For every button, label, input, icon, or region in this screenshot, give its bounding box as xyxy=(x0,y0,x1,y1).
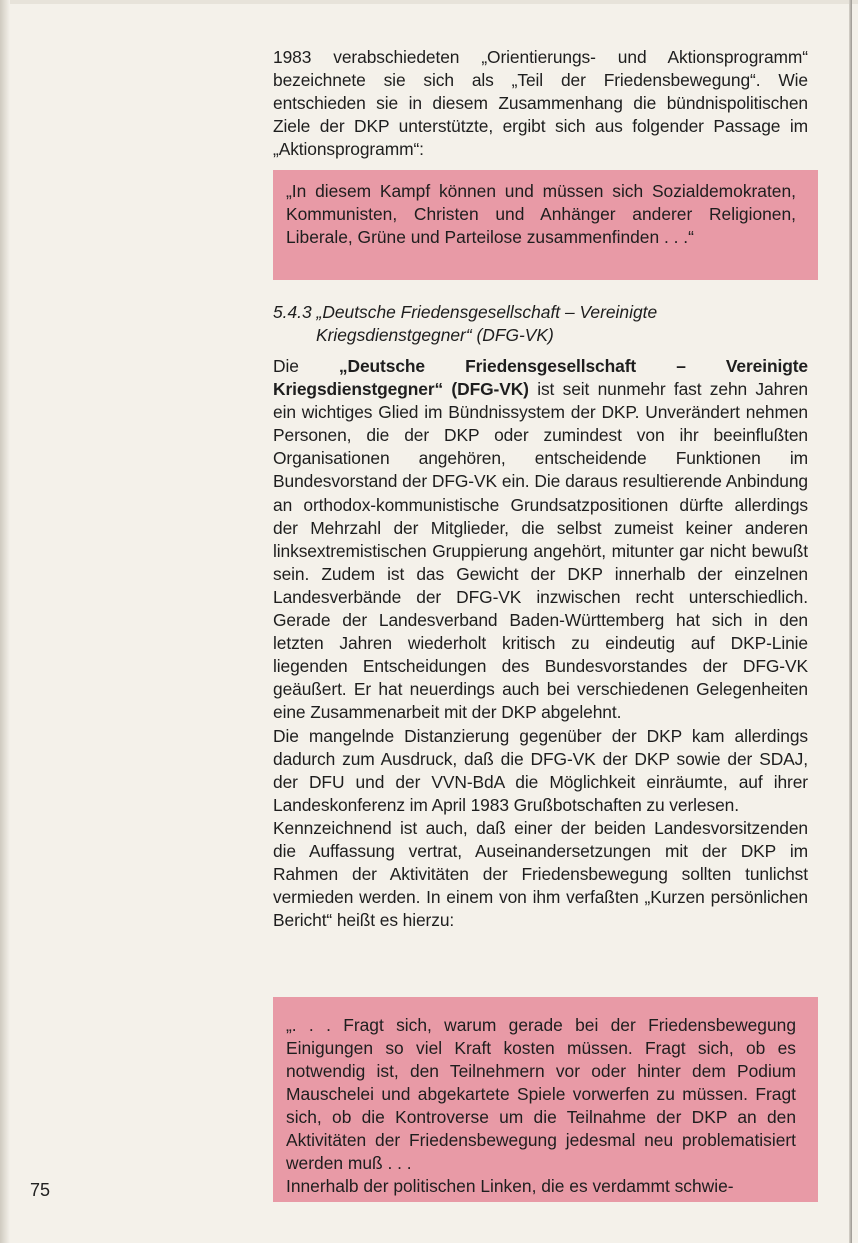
quote-1-text: „In diesem Kampf können und müssen sich Sozialdemokraten, Kommunisten, Christen und Anhänger anderer Religionen, Liberale, Grüne und Parteilose zusammenfinden . . .“ xyxy=(286,181,796,247)
paragraph-2: Die mangelnde Distanzierung gegenüber der DKP kam allerdings dadurch zum Ausdruck, daß die DFG-VK der DKP sowie der SDAJ, der DFU und der VVN-BdA die Möglichkeit einräumte, auf ihrer Landeskonferenz im April 1983 Grußbotschaften zu verlesen. xyxy=(273,725,808,815)
paragraph-1-rest: ist seit nunmehr fast zehn Jahren ein wichtiges Glied im Bündnissystem der DKP. Unverändert nehmen Personen, die der DKP oder zumindest von ihr beeinflußten Organisationen angehören, entscheidende Funktionen im Bundesvorstand der DFG-VK ein. Die daraus resultierende Anbindung an orthodox-kommunistische Grundsatzpositionen dürfte allerdings der Mehrzahl der Mitglieder, die selbst zumeist keiner anderen linksextremistischen Gruppierung angehört, mitunter gar nicht bewußt sein. Zudem ist das Gewicht der DKP innerhalb der einzelnen Landesverbände der DFG-VK inzwischen recht unterschiedlich. Gerade der Landesverband Baden-Württemberg hat sich in den letzten Jahren wiederholt kritisch zu eindeutig auf DKP-Linie liegenden Entscheidungen des Bundesvorstandes der DFG-VK geäußert. Er hat neuerdings auch bei verschiedenen Gelegenheiten eine Zusammenarbeit mit der DKP abgelehnt. xyxy=(273,379,808,723)
section-title-line1: „Deutsche Friedensgesellschaft – Vereinigte xyxy=(316,302,658,322)
quote-2-body: „. . . Fragt sich, warum gerade bei der Friedensbewegung Einigungen so viel Kraft kosten müssen. Fragt sich, ob es notwendig ist, den Teilnehmern vor oder hinter dem Podium Mauschelei und abgekartete Spiele vorwerfen zu müssen. Fragt sich, ob die Kontroverse um die Teilnahme der DKP an den Aktivitäten der Friedensbewegung jedesmal neu problematisiert werden muß . . . xyxy=(286,1015,796,1173)
body-text xyxy=(273,355,808,932)
paragraph-1 xyxy=(273,355,808,725)
section-title-line2: Kriegsdienstgegner“ (DFG-VK) xyxy=(316,325,554,345)
paragraph-1-bold: „Deutsche Friedensgesellschaft – Vereinigte Kriegsdienstgegner“ (DFG-VK) xyxy=(273,356,808,400)
quote-2-text xyxy=(286,1014,796,1198)
section-number: 5.4.3 xyxy=(273,302,312,322)
quote-2-last-line: Innerhalb der politischen Linken, die es verdammt schwie- xyxy=(286,1176,734,1196)
page-number: 75 xyxy=(30,1180,51,1200)
quote-box-1 xyxy=(273,170,818,280)
section-heading xyxy=(273,301,808,347)
quote-box-2 xyxy=(273,997,818,1202)
paragraph-1-lead: Die xyxy=(273,356,339,376)
intro-paragraph-text: 1983 verabschiedeten „Orientierungs- und Aktionsprogramm“ bezeichnete sie sich als „Teil der Friedensbewegung“. Wie entschieden sie in diesem Zusammenhang die bündnispolitischen Ziele der DKP unterstützte, ergibt sich aus folgender Passage im „Aktionsprogramm“: xyxy=(273,47,808,160)
page-edge-left xyxy=(0,0,10,1243)
page-edge-right xyxy=(849,0,852,1243)
page-edge-top xyxy=(0,0,858,4)
paragraph-3: Kennzeichnend ist auch, daß einer der beiden Landesvorsitzenden die Auffassung vertrat, Auseinandersetzungen mit der DKP im Rahmen der Aktivitäten der Friedensbewegung sollten tunlichst vermieden werden. In einem von ihm verfaßten „Kurzen persönlichen Bericht“ heißt es hierzu: xyxy=(273,817,808,931)
intro-paragraph xyxy=(273,46,808,161)
